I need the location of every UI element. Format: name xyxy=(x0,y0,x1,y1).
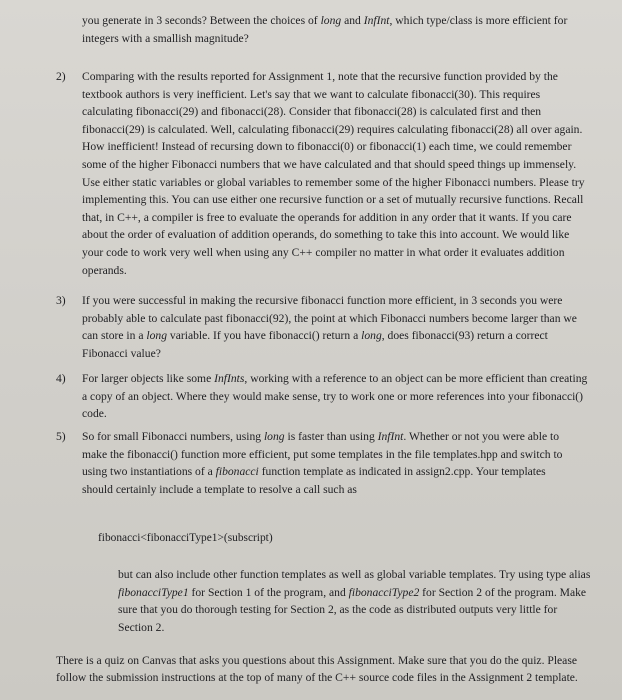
list-item-4 xyxy=(56,370,592,423)
item-number: 4) xyxy=(56,372,66,385)
list-item-2 xyxy=(56,68,592,279)
list-item-5 xyxy=(56,428,592,498)
item-text: For larger objects like some InfInts, working with a reference to an object can be more efficient than creating a copy of an object. Where they would make sense, try to work one or more references into your fibonacci() code. xyxy=(82,372,588,421)
code-example: fibonacci<fibonacciType1>(subscript) xyxy=(98,532,273,544)
intro-text: and xyxy=(341,14,364,27)
intro-long: long xyxy=(320,14,342,27)
item-number: 3) xyxy=(56,294,66,307)
intro-infint: InfInt xyxy=(363,14,390,27)
quiz-note: There is a quiz on Canvas that asks you questions about this Assignment. Make sure that you do the quiz. Please follow the submission instructions at the top of many of the C++ source code files in the Assignment 2 template. xyxy=(56,653,578,685)
continuation-paragraph: but can also include other function templates as well as global variable templates. Try using type alias fibonacciType1 for Section 1 of the program, and fibonacciType2 for Section 2 of the program. Make sure that you do thorough testing for Section 2, as the code as distributed outputs very little for Section 2. xyxy=(118,568,591,634)
item-text: So for small Fibonacci numbers, using long is faster than using InfInt. Whether or not you were able to make the fibonacci() function more efficient, put some templates in the file templates.hpp and switch to using two instantiations of a fibonacci function template as indicated in assign2.cpp. Your templates should certainly include a template to resolve a call such as xyxy=(82,430,563,496)
item-text: Comparing with the results reported for Assignment 1, note that the recursive function provided by the textbook authors is very inefficient. Let's say that we want to calculate fibonacci(30). This requires calculating fibonacci(29) and fibonacci(28). Consider that fibonacci(28) is calculated first and then fibonacci(29) is calculated. Well, calculating fibonacci(29) requires calculating fibonacci(28) all over again. How inefficient! Instead of recursing down to fibonacci(0) or fibonacci(1) each time, we could remember some of the higher Fibonacci numbers that we have calculated and that should speed things up immensely. Use either static variables or global variables to remember some of the higher Fibonacci numbers. Please try implementing this. You can use either one recursive function or a set of mutually recursive functions. Recall that, in C++, a compiler is free to evaluate the operands for addition in any order that it wants. If you care about the order of evaluation of addition operands, do something to take this into account. We would like your code to work very well when using any C++ compiler no matter in what order it evaluates addition operands. xyxy=(82,70,585,277)
item-number: 2) xyxy=(56,70,66,83)
list-item-3 xyxy=(56,292,592,362)
item-text: If you were successful in making the recursive fibonacci function more efficient, in 3 seconds you were probably able to calculate past fibonacci(92), the point at which Fibonacci numbers become larger than we can store in a long variable. If you have fibonacci() return a long, does fibonacci(93) return a correct Fibonacci value? xyxy=(82,294,577,360)
item-number: 5) xyxy=(56,430,66,443)
intro-text: you generate in 3 seconds? Between the choices of xyxy=(82,14,321,27)
intro-paragraph xyxy=(82,12,588,47)
intro-text: , which type/class is more efficient for integers with a smallish magnitude? xyxy=(82,14,568,45)
